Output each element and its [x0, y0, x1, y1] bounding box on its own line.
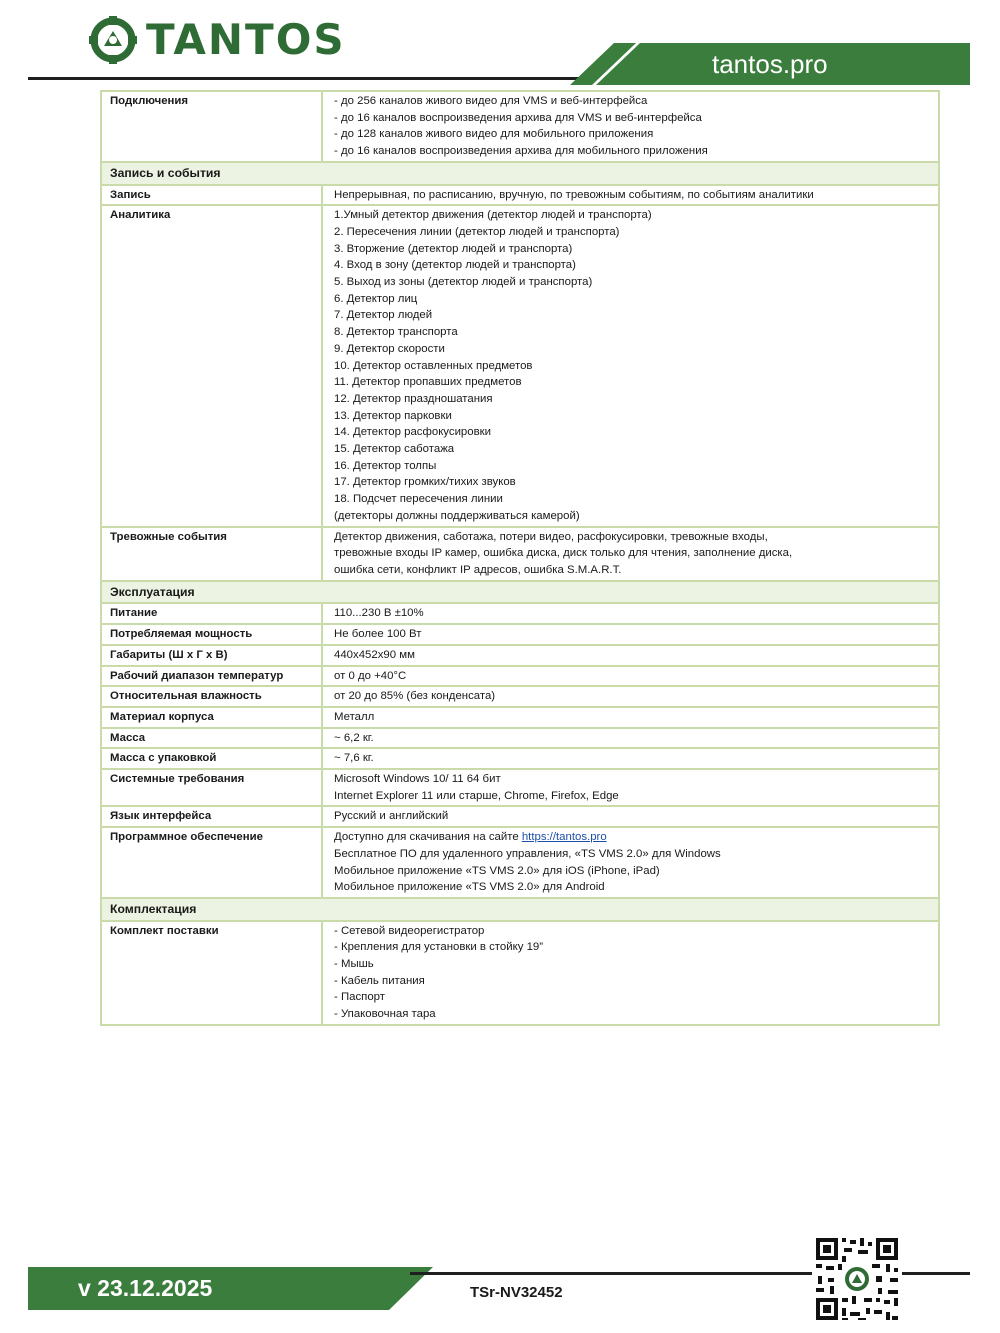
spec-value-line: Непрерывная, по расписанию, вручную, по тревожным событиям, по событиям аналитики: [334, 188, 814, 201]
spec-label: Программное обеспечение: [101, 827, 322, 898]
spec-label: Системные требования: [101, 769, 322, 806]
spec-value-line: - Упаковочная тара: [334, 1008, 436, 1021]
spec-label: Комплект поставки: [101, 921, 322, 1025]
table-row: [101, 205, 939, 526]
table-row: [101, 827, 939, 898]
spec-value: [322, 806, 939, 827]
spec-label: Запись: [101, 185, 322, 206]
spec-value: [322, 769, 939, 806]
section-title: Запись и события: [101, 162, 939, 185]
spec-value: [322, 707, 939, 728]
spec-value-line: Русский и английский: [334, 810, 449, 823]
spec-label: Масса: [101, 728, 322, 749]
spec-value-line: [334, 829, 930, 846]
spec-value-line: 2. Пересечения линии (детектор людей и транспорта): [334, 225, 620, 238]
table-row: [101, 748, 939, 769]
spec-value-line: Мобильное приложение «TS VMS 2.0» для Android: [334, 881, 605, 894]
section-title: Эксплуатация: [101, 581, 939, 604]
spec-value-line: 13. Детектор парковки: [334, 409, 452, 422]
spec-value-line: 3. Вторжение (детектор людей и транспорта): [334, 242, 573, 255]
spec-value-line: 1.Умный детектор движения (детектор людей и транспорта): [334, 209, 652, 222]
section-header-row: [101, 162, 939, 185]
spec-value-line: тревожные входы IP камер, ошибка диска, диск только для чтения, заполнение диска,: [334, 547, 793, 560]
spec-value: [322, 827, 939, 898]
table-row: [101, 686, 939, 707]
spec-value-line: - до 128 каналов живого видео для мобильного приложения: [334, 128, 654, 141]
table-row: [101, 91, 939, 162]
spec-label: Питание: [101, 603, 322, 624]
brand-name: TANTOS: [146, 15, 346, 64]
qr-code-icon[interactable]: [812, 1234, 902, 1324]
spec-value-line: - до 16 каналов воспроизведения архива для мобильного приложения: [334, 145, 708, 158]
spec-value-line: 11. Детектор пропавших предметов: [334, 376, 522, 389]
spec-value-line: 17. Детектор громких/тихих звуков: [334, 476, 516, 489]
table-row: [101, 624, 939, 645]
spec-label: Рабочий диапазон температур: [101, 666, 322, 687]
section-header-row: [101, 581, 939, 604]
section-title: Комплектация: [101, 898, 939, 921]
spec-value-line: 4. Вход в зону (детектор людей и транспорта): [334, 259, 576, 272]
spec-value-line: 9. Детектор скорости: [334, 342, 445, 355]
spec-value-line: - Паспорт: [334, 991, 385, 1004]
model-number: TSr-NV32452: [470, 1284, 563, 1301]
spec-label: Масса с упаковкой: [101, 748, 322, 769]
spec-value-line: ~ 7,6 кг.: [334, 752, 374, 765]
spec-table: [100, 90, 940, 1026]
spec-value-line: от 0 до +40°С: [334, 669, 407, 682]
spec-value-text: Доступно для скачивания на сайте: [334, 831, 522, 844]
spec-value-line: Microsoft Windows 10/ 11 64 бит: [334, 773, 501, 786]
spec-value-line: 10. Детектор оставленных предметов: [334, 359, 533, 372]
spec-value: [322, 527, 939, 581]
version-date: v 23.12.2025: [78, 1275, 213, 1301]
spec-label: Подключения: [101, 91, 322, 162]
spec-value-line: 12. Детектор праздношатания: [334, 392, 493, 405]
spec-value-line: ~ 6,2 кг.: [334, 731, 374, 744]
spec-value-line: 16. Детектор толпы: [334, 459, 437, 472]
spec-label: Аналитика: [101, 205, 322, 526]
spec-value-line: 5. Выход из зоны (детектор людей и транспорта): [334, 276, 593, 289]
brand-logo: [88, 14, 346, 66]
spec-label: Материал корпуса: [101, 707, 322, 728]
spec-value: [322, 645, 939, 666]
table-row: [101, 645, 939, 666]
spec-table-container: [100, 90, 940, 1026]
spec-value-line: - до 256 каналов живого видео для VMS и веб-интерфейса: [334, 95, 648, 107]
spec-label: Тревожные события: [101, 527, 322, 581]
table-row: [101, 527, 939, 581]
header-divider: [28, 77, 598, 80]
spec-value-line: 7. Детектор людей: [334, 309, 433, 322]
spec-label: Потребляемая мощность: [101, 624, 322, 645]
spec-label: Язык интерфейса: [101, 806, 322, 827]
spec-value: [322, 748, 939, 769]
spec-value-line: 15. Детектор саботажа: [334, 443, 455, 456]
table-row: [101, 603, 939, 624]
spec-value-line: Internet Explorer 11 или старше, Chrome, Firefox, Edge: [334, 789, 619, 802]
spec-value-line: - Мышь: [334, 958, 374, 971]
spec-value: [322, 603, 939, 624]
table-row: [101, 185, 939, 206]
spec-value-line: - Кабель питания: [334, 974, 425, 987]
spec-value: [322, 666, 939, 687]
spec-value-line: 6. Детектор лиц: [334, 292, 418, 305]
spec-value-line: 440х452х90 мм: [334, 648, 415, 661]
spec-value-line: - Крепления для установки в стойку 19”: [334, 941, 544, 954]
download-link[interactable]: https://tantos.pro: [521, 831, 607, 844]
website-link[interactable]: tantos.pro: [712, 49, 828, 79]
spec-value-line: 14. Детектор расфокусировки: [334, 426, 492, 439]
spec-value: [322, 686, 939, 707]
spec-value-line: Не более 100 Вт: [334, 628, 422, 641]
spec-value-line: ошибка сети, конфликт IP адресов, ошибка S.M.A.R.T.: [334, 563, 622, 576]
table-row: [101, 806, 939, 827]
spec-value-line: - Сетевой видеорегистратор: [334, 924, 485, 937]
spec-value-line: от 20 до 85% (без конденсата): [334, 690, 496, 703]
spec-value-line: 8. Детектор транспорта: [334, 326, 458, 339]
spec-value-line: - до 16 каналов воспроизведения архива для VMS и веб-интерфейса: [334, 111, 702, 124]
spec-value-line: 110...230 В ±10%: [334, 607, 424, 620]
spec-value-line: Детектор движения, саботажа, потери видео, расфокусировки, тревожные входы,: [334, 530, 768, 543]
table-row: [101, 921, 939, 1025]
spec-value-line: (детекторы должны поддерживаться камерой): [334, 509, 580, 522]
spec-value: [322, 205, 939, 526]
spec-value-line: Бесплатное ПО для удаленного управления, «TS VMS 2.0» для Windows: [334, 847, 721, 860]
spec-value: [322, 624, 939, 645]
spec-value: [322, 921, 939, 1025]
tantos-logo-icon: [88, 15, 138, 65]
spec-value-line: Мобильное приложение «TS VMS 2.0» для iOS (iPhone, iPad): [334, 864, 660, 877]
spec-value: [322, 185, 939, 206]
section-header-row: [101, 898, 939, 921]
spec-label: Габариты (Ш x Г x В): [101, 645, 322, 666]
table-row: [101, 728, 939, 749]
table-row: [101, 707, 939, 728]
table-row: [101, 666, 939, 687]
spec-value-line: Металл: [334, 710, 375, 723]
table-row: [101, 769, 939, 806]
spec-value: [322, 728, 939, 749]
spec-label: Относительная влажность: [101, 686, 322, 707]
spec-value: [322, 91, 939, 162]
spec-value-line: 18. Подсчет пересечения линии: [334, 493, 503, 506]
